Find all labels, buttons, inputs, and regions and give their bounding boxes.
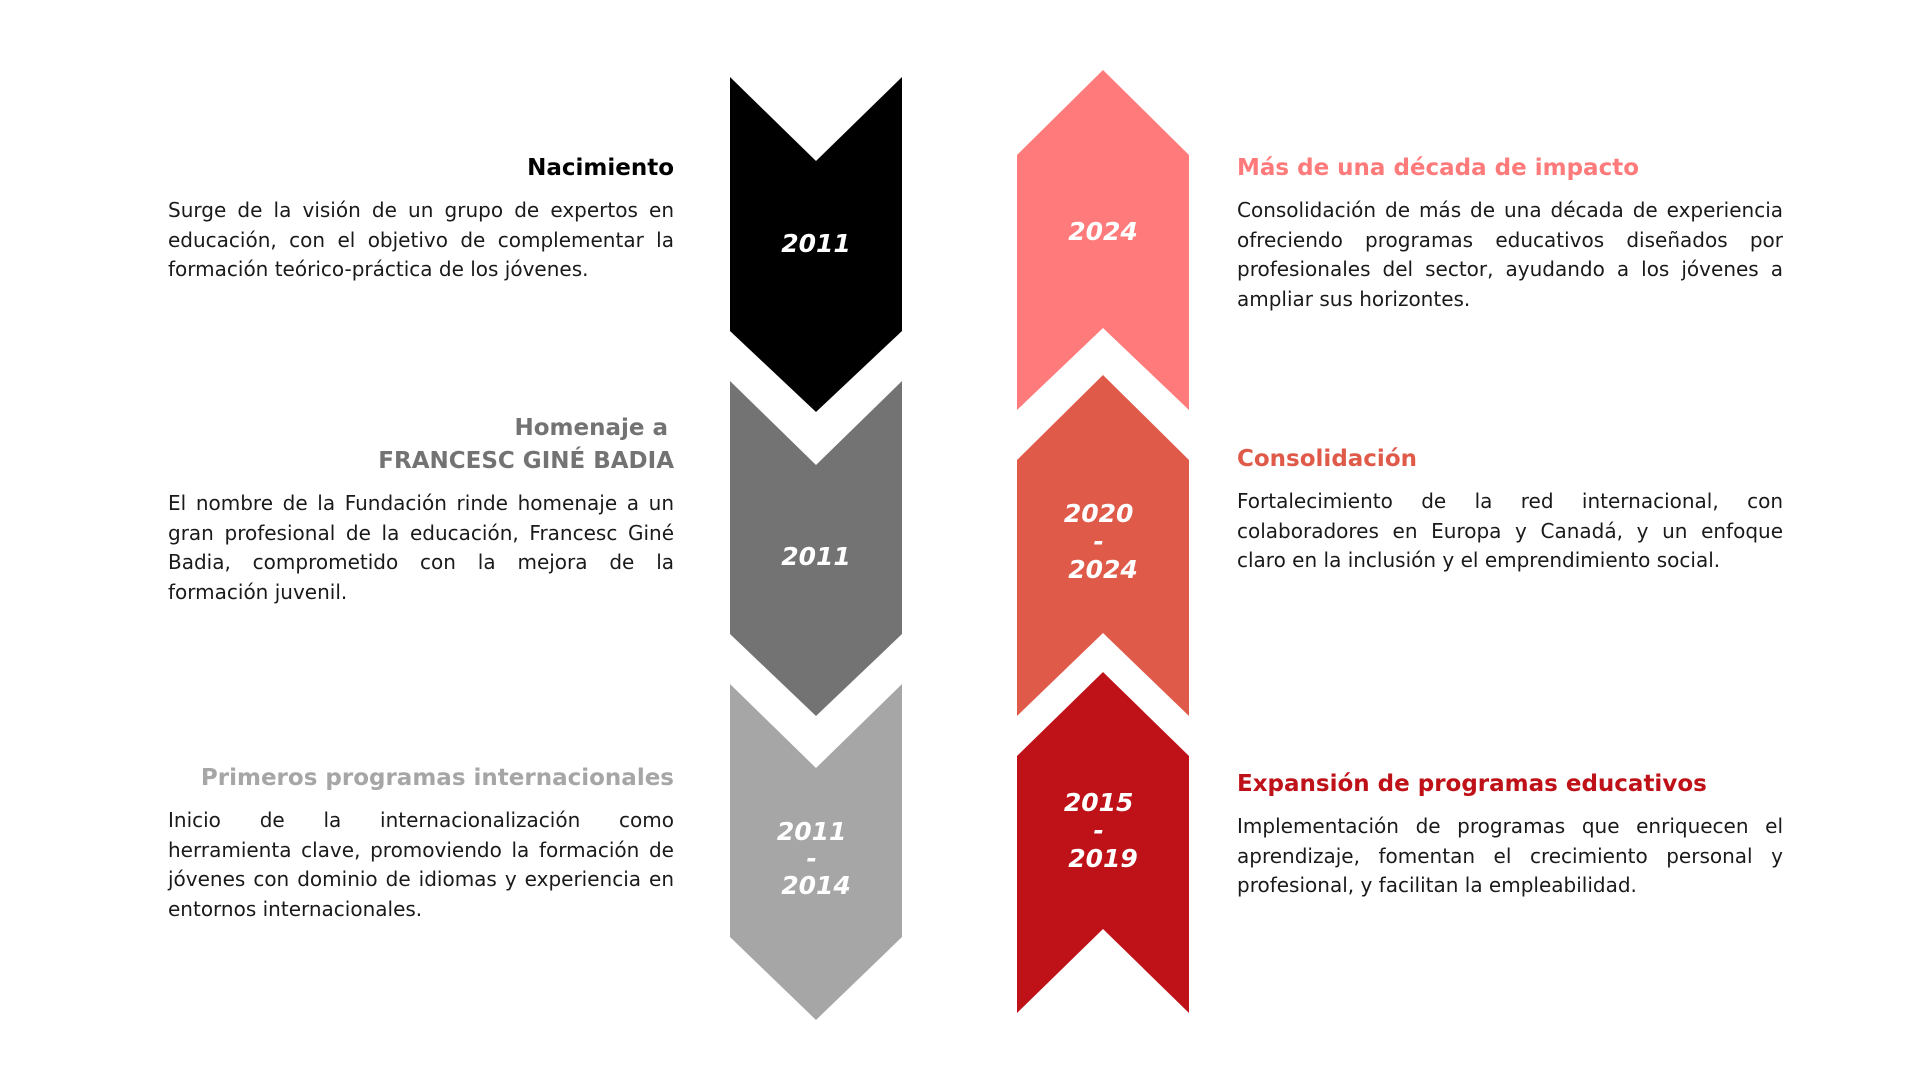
- milestone-title: Más de una década de impacto: [1237, 155, 1639, 181]
- milestone-description: Surge de la visión de un grupo de expertos en educación, con el objetivo de complementar la formación teórico-práctica de los jóvenes.: [168, 198, 674, 281]
- milestone-description: El nombre de la Fundación rinde homenaje a un gran profesional de la educación, Francesc Giné Badia, comprometido con la mejora de la formación juvenil.: [168, 491, 674, 604]
- milestone-title: Primeros programas internacionales: [200, 765, 674, 791]
- milestone-homenaje: [168, 412, 674, 607]
- year-label-2024: 2024: [1068, 217, 1138, 246]
- year-label-2015-2019: 2015 - 2019: [1063, 788, 1138, 873]
- milestone-title: Expansión de programas educativos: [1237, 771, 1707, 797]
- milestone-primeros-programas: [168, 762, 674, 924]
- milestone-description: Consolidación de más de una década de experiencia ofreciendo programas educativos diseñados por profesionales del sector, ayudando a los jóvenes a ampliar sus horizontes.: [1237, 198, 1783, 311]
- milestone-description: Inicio de la internacionalización como herramienta clave, promoviendo la formación de jóvenes con dominio de idiomas y experiencia en entornos internacionales.: [168, 808, 674, 921]
- milestone-consolidacion: [1237, 443, 1783, 576]
- year-label-2011-2014: 2011 - 2014: [776, 817, 851, 900]
- milestone-decada-impacto: [1237, 152, 1783, 314]
- milestone-nacimiento: [168, 152, 674, 285]
- milestone-expansion: [1237, 768, 1783, 901]
- milestone-description: Implementación de programas que enriquecen el aprendizaje, fomentan el crecimiento personal y profesional, y facilitan la empleabilidad.: [1237, 814, 1783, 897]
- milestone-title: Consolidación: [1237, 446, 1417, 472]
- milestone-title: Homenaje a FRANCESC GINÉ BADIA: [378, 415, 674, 474]
- year-label-2011-homenaje: 2011: [781, 542, 851, 571]
- year-label-2011-nacimiento: 2011: [781, 229, 851, 258]
- year-label-2020-2024: 2020 - 2024: [1063, 499, 1138, 584]
- milestone-title: Nacimiento: [527, 155, 674, 181]
- milestone-description: Fortalecimiento de la red internacional, con colaboradores en Europa y Canadá, y un enfoque claro en la inclusión y el emprendimiento social.: [1237, 489, 1783, 572]
